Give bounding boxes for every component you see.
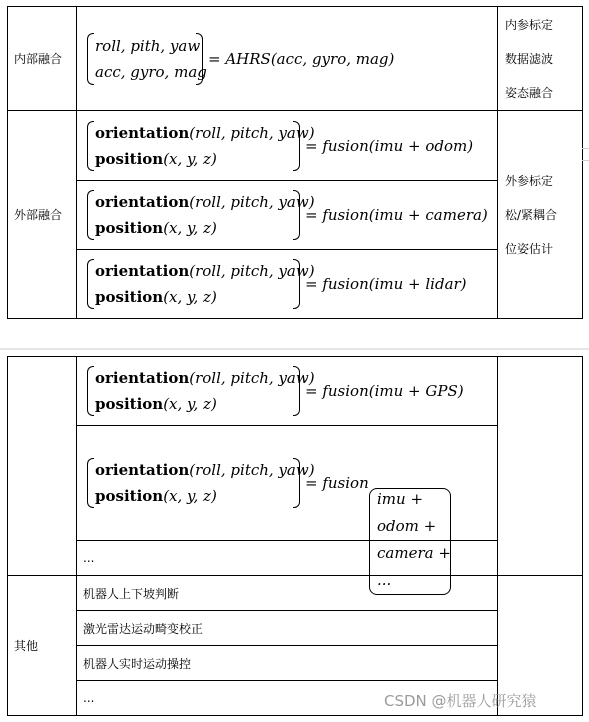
fusion-table-bottom	[7, 356, 583, 716]
position-args: (x, y, z)	[163, 288, 217, 306]
orientation-args: (roll, pitch, yaw)	[189, 123, 315, 142]
orientation-args: (roll, pitch, yaw)	[189, 193, 315, 211]
row-external-fusion-camera	[8, 181, 583, 250]
row-fusion-gps	[8, 357, 583, 426]
position-label: position	[95, 219, 164, 237]
multi-term-imu: imu +	[377, 490, 424, 508]
ahrs-formula-rhs: = AHRS(acc, gyro, mag)	[208, 49, 395, 68]
fusion-lidar-formula: = fusion(imu + lidar)	[305, 275, 467, 293]
fusion-camera-formula: = fusion(imu + camera)	[305, 206, 488, 224]
position-label: position	[95, 395, 164, 413]
other-label: 其他	[8, 576, 77, 716]
empty-label-cell	[8, 357, 77, 576]
orientation-args: (roll, pitch, yaw)	[189, 461, 315, 479]
orientation-args: (roll, pitch, yaw)	[189, 262, 315, 280]
position-args: (x, y, z)	[163, 487, 217, 505]
right-brace	[196, 33, 203, 85]
right-brace	[293, 121, 300, 171]
formula-lhs-top: roll, pith, yaw	[95, 36, 201, 55]
left-brace	[87, 121, 94, 171]
position-args: (x, y, z)	[163, 395, 217, 413]
position-label: position	[95, 288, 164, 306]
position-label: position	[95, 487, 164, 505]
internal-notes-cell	[498, 7, 583, 111]
left-brace	[87, 190, 94, 240]
orientation-label: orientation	[95, 461, 190, 479]
fusion-table-top	[7, 6, 583, 319]
left-brace	[87, 366, 94, 416]
page-separator	[0, 348, 589, 350]
note-attitude-fusion: 姿态融合	[505, 85, 554, 100]
position-args: (x, y, z)	[163, 149, 217, 168]
row-external-fusion-odom	[8, 111, 583, 181]
multi-term-ellipsis: ...	[377, 571, 392, 589]
row-internal-fusion	[8, 7, 583, 111]
fusion-gps-formula: = fusion(imu + GPS)	[305, 382, 464, 400]
right-brace	[293, 190, 300, 240]
lidar-formula-cell	[77, 250, 498, 319]
note-loose-tight-coupling: 松/紧耦合	[505, 207, 558, 222]
other-item-realtime-motion-control: 机器人实时运动操控	[77, 646, 498, 681]
note-pose-estimation: 位姿估计	[505, 241, 554, 256]
orientation-label: orientation	[95, 193, 190, 211]
note-data-filtering: 数据滤波	[505, 51, 554, 66]
external-notes-cell	[498, 111, 583, 319]
position-args: (x, y, z)	[163, 219, 217, 237]
ellipsis-cell: ...	[77, 541, 498, 576]
edge-tick	[582, 148, 589, 149]
other-item-ellipsis: ...	[77, 681, 498, 716]
right-brace	[293, 259, 300, 309]
edge-tick	[582, 160, 589, 161]
right-brace	[293, 366, 300, 416]
note-intrinsic-calibration: 内参标定	[505, 17, 554, 32]
camera-formula-cell	[77, 181, 498, 250]
other-item-slope-detection: 机器人上下坡判断	[77, 576, 498, 611]
empty-notes-cell	[498, 357, 583, 576]
formula-lhs-bottom: acc, gyro, mag	[95, 62, 207, 81]
multi-formula-cell	[77, 426, 498, 589]
fusion-odom-formula: = fusion(imu + odom)	[305, 136, 474, 155]
other-item-lidar-distortion-correction: 激光雷达运动畸变校正	[77, 611, 498, 646]
orientation-args: (roll, pitch, yaw)	[189, 369, 315, 387]
left-brace	[87, 458, 94, 508]
position-label: position	[95, 149, 164, 168]
row-fusion-multi	[8, 426, 583, 541]
row-ellipsis	[8, 541, 583, 576]
note-extrinsic-calibration: 外参标定	[505, 173, 554, 188]
orientation-label: orientation	[95, 123, 190, 142]
odom-formula-cell	[77, 111, 498, 181]
left-brace	[87, 259, 94, 309]
orientation-label: orientation	[95, 262, 190, 280]
row-other	[8, 576, 583, 611]
orientation-label: orientation	[95, 369, 190, 387]
multi-term-odom: odom +	[377, 517, 437, 535]
left-brace	[87, 33, 94, 85]
gps-formula-cell	[77, 357, 498, 426]
ahrs-formula-cell	[77, 7, 498, 111]
fusion-multi-prefix: = fusion	[305, 474, 369, 492]
external-fusion-label: 外部融合	[8, 111, 77, 319]
row-external-fusion-lidar	[8, 250, 583, 319]
multi-term-camera: camera +	[377, 544, 451, 562]
csdn-watermark: CSDN @机器人研究猿	[384, 692, 537, 710]
right-brace	[293, 458, 300, 508]
internal-fusion-label: 内部融合	[8, 7, 77, 111]
